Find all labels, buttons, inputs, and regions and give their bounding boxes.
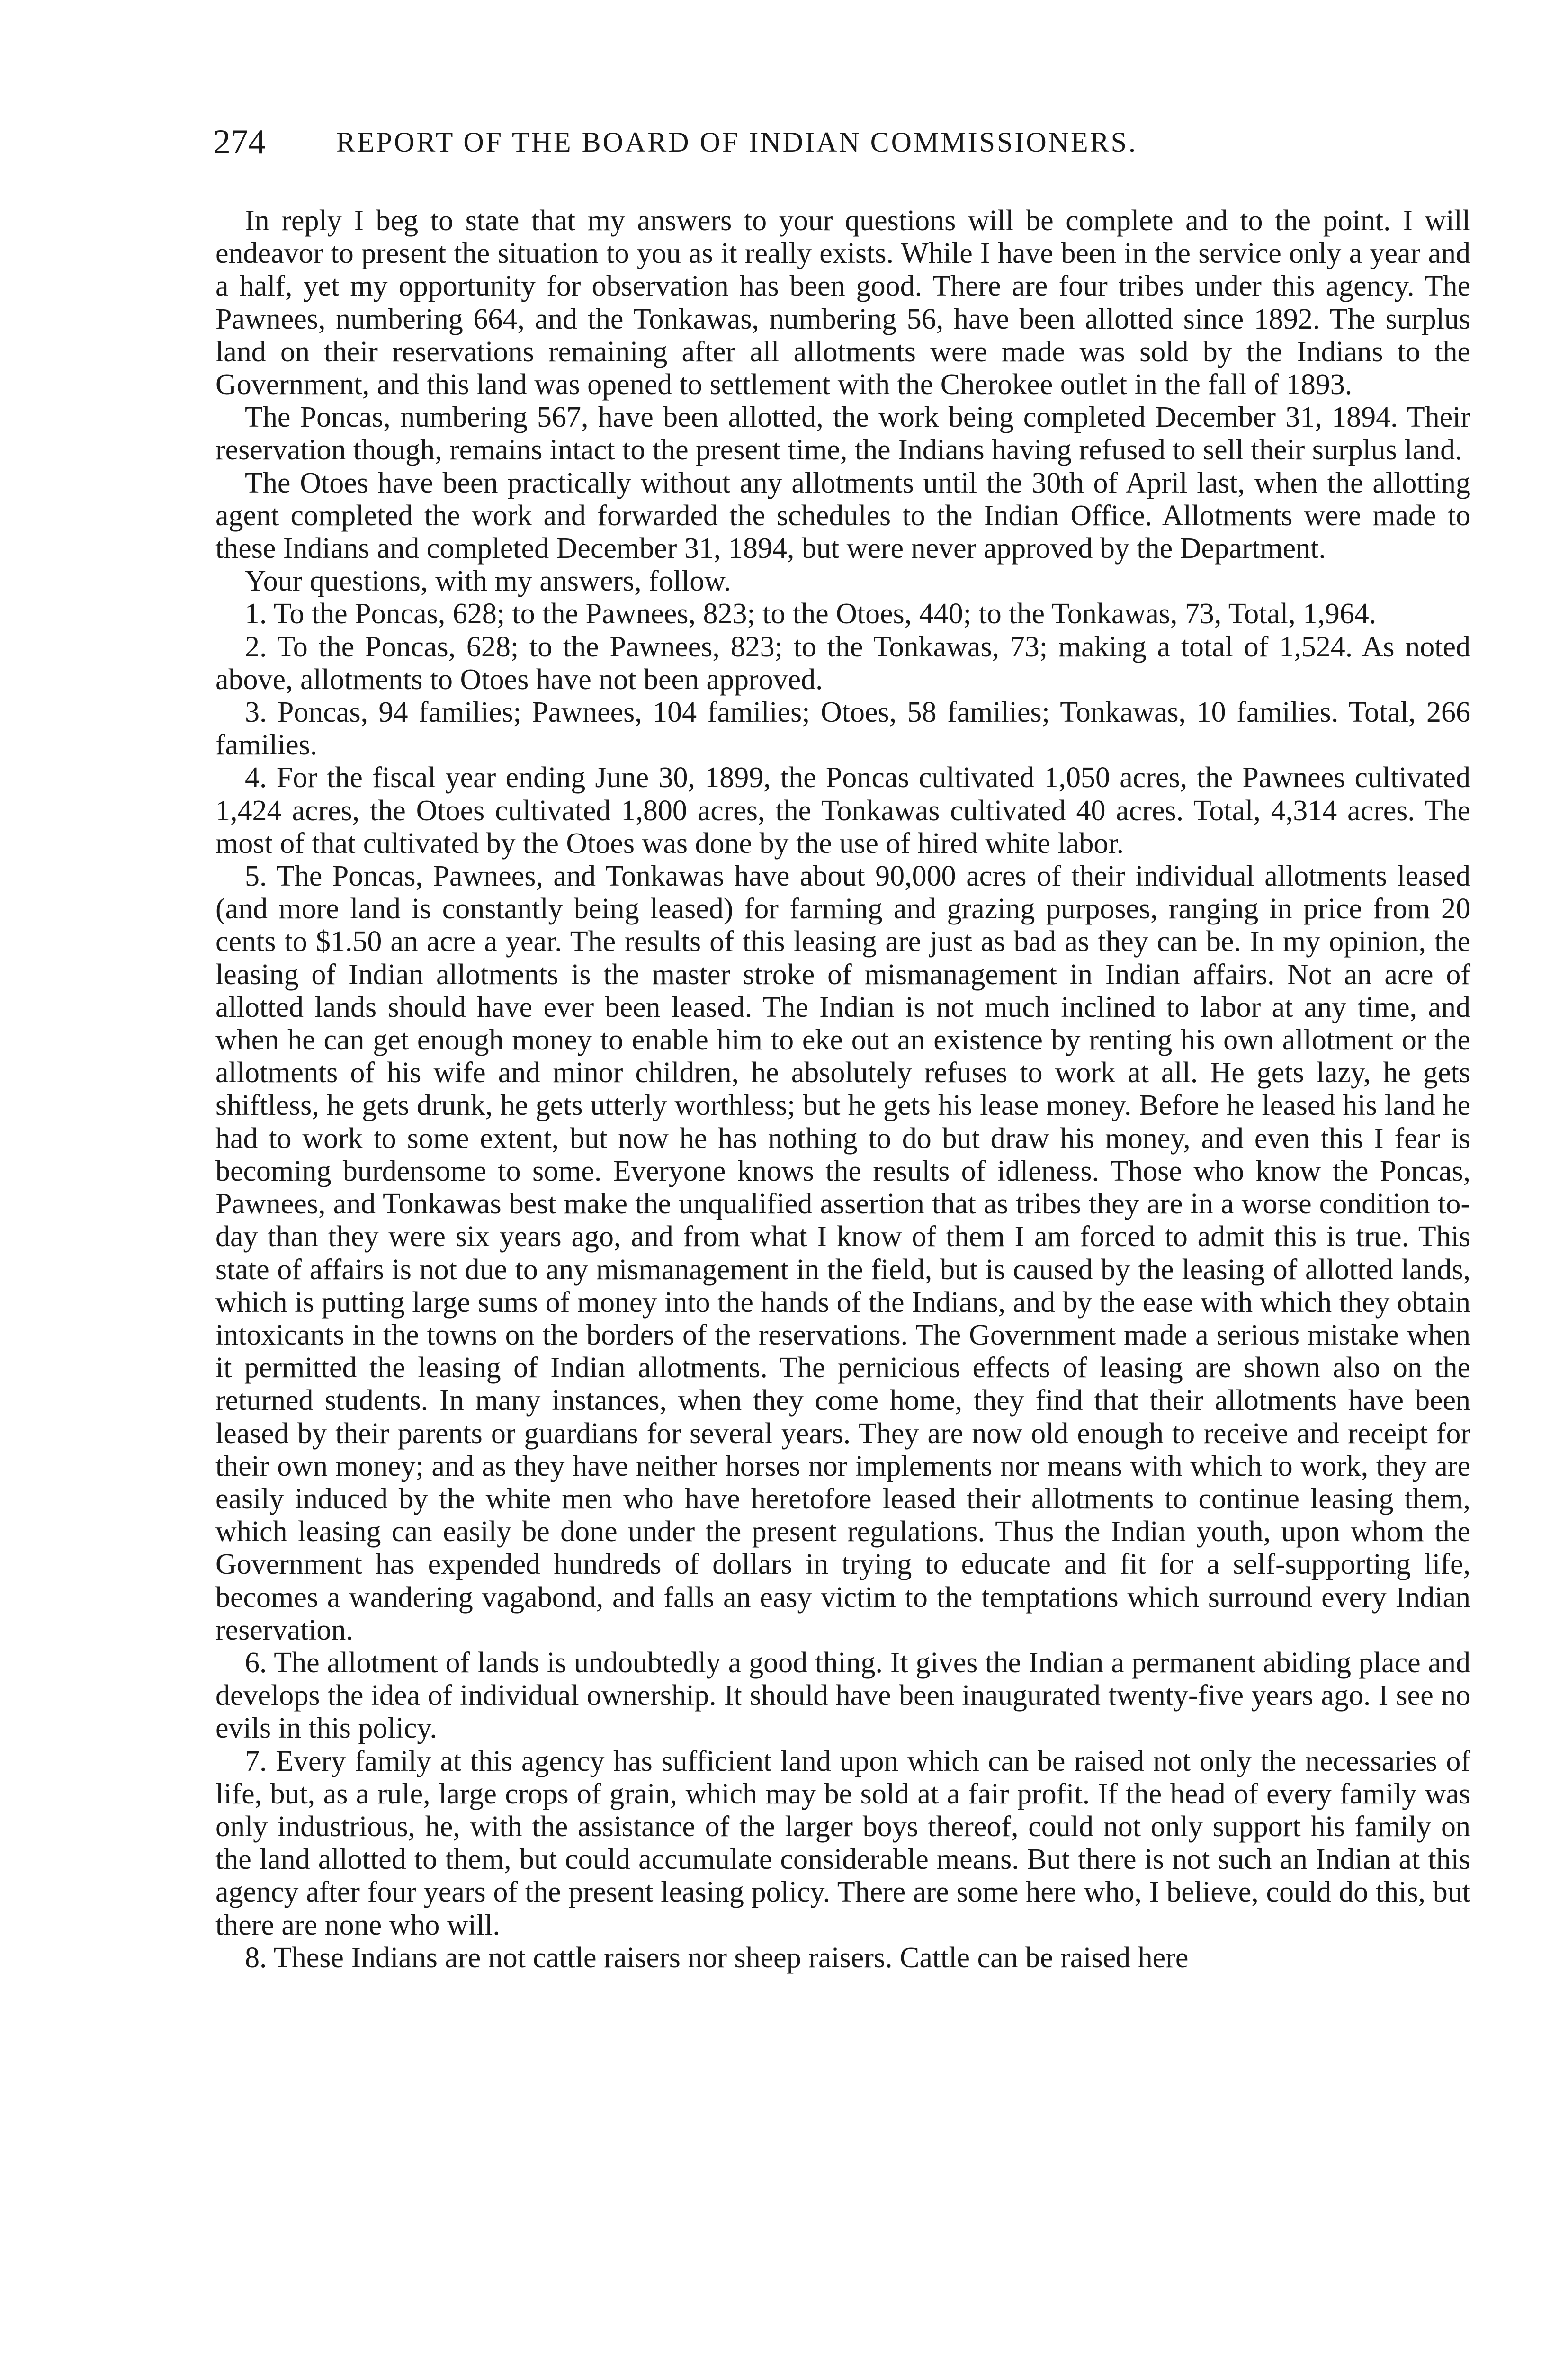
answer-4: 4. For the fiscal year ending June 30, 1899, the Poncas cultivated 1,050 acres, the Pawnees cultivated 1,424 acres, the Otoes cultivated 1,800 acres, the Tonkawas cultivated 40 acres. Total, 4,314 acres. The most of that cultivated by the Otoes was done by the use of hired white labor. [215,762,1470,860]
body-text [215,205,1470,1974]
answer-7: 7. Every family at this agency has sufficient land upon which can be raised not only the necessaries of life, but, as a rule, large crops of grain, which may be sold at a fair profit. If the head of every family was only industrious, he, with the assistance of the larger boys thereof, could not only support his family on the land allotted to them, but could accumulate considerable means. But there is not such an Indian at this agency after four years of the present leasing policy. There are some here who, I believe, could do this, but there are none who will. [215,1745,1470,1941]
page-header [213,121,1468,163]
paragraph-poncas: The Poncas, numbering 567, have been allotted, the work being completed December 31, 1894. Their reservation though, remains intact to the present time, the Indians having refused to sell their surplus land. [215,401,1470,466]
answer-3: 3. Poncas, 94 families; Pawnees, 104 families; Otoes, 58 families; Tonkawas, 10 families. Total, 266 families. [215,696,1470,762]
answer-1: 1. To the Poncas, 628; to the Pawnees, 823; to the Otoes, 440; to the Tonkawas, 73, Total, 1,964. [245,598,1377,630]
paragraph-questions-lead: Your questions, with my answers, follow. [245,565,731,598]
page-number: 274 [213,123,266,161]
paragraph-otoes: The Otoes have been practically without any allotments until the 30th of April last, when the allotting agent completed the work and forwarded the schedules to the Indian Office. Allotments were made to these Indians and completed December 31, 1894, but were never approved by the Department. [215,466,1470,565]
running-head: REPORT OF THE BOARD OF INDIAN COMMISSIONERS. [336,126,1138,158]
answer-5: 5. The Poncas, Pawnees, and Tonkawas have about 90,000 acres of their individual allotments leased (and more land is constantly being leased) for farming and grazing purposes, ranging in price from 20 cents to $1.50 an acre a year. The results of this leasing are just as bad as they can be. In my opinion, the leasing of Indian allotments is the master stroke of mismanagement in Indian affairs. Not an acre of allotted lands should have ever been leased. The Indian is not much inclined to labor at any time, and when he can get enough money to enable him to eke out an existence by renting his own allotment or the allotments of his wife and minor children, he absolutely refuses to work at all. He gets lazy, he gets shiftless, he gets drunk, he gets utterly worthless; but he gets his lease money. Before he leased his land he had to work to some extent, but now he has nothing to do but draw his money, and even this I fear is becoming burdensome to some. Everyone knows the results of idleness. Those who know the Poncas, Pawnees, and Tonkawas best make the unqualified assertion that as tribes they are in a worse condition to-day than they were six years ago, and from what I know of them I am forced to admit this is true. This state of affairs is not due to any mismanagement in the field, but is caused by the leasing of allotted lands, which is putting large sums of money into the hands of the Indians, and by the ease with which they obtain intoxicants in the towns on the borders of the reservations. The Government made a serious mistake when it permitted the leasing of Indian allotments. The pernicious effects of leasing are shown also on the returned students. In many instances, when they come home, they find that their allotments have been leased by their parents or guardians for several years. They are now old enough to receive and receipt for their own money; and as they have neither horses nor implements nor means with which to work, they are easily induced by the white men who have heretofore leased their allotments to continue leasing them, which leasing can easily be done under the present regulations. Thus the Indian youth, upon whom the Government has expended hundreds of dollars in trying to educate and fit for a self-supporting life, becomes a wandering vagabond, and falls an easy victim to the temptations which surround every Indian reservation. [215,860,1470,1646]
paragraph-intro: In reply I beg to state that my answers to your questions will be complete and to the point. I will endeavor to present the situation to you as it really exists. While I have been in the service only a year and a half, yet my opportunity for observation has been good. There are four tribes under this agency. The Pawnees, numbering 664, and the Tonkawas, numbering 56, have been allotted since 1892. The surplus land on their reservations remaining after all allotments were made was sold by the Indians to the Government, and this land was opened to settlement with the Cherokee outlet in the fall of 1893. [215,205,1470,401]
answer-2: 2. To the Poncas, 628; to the Pawnees, 823; to the Tonkawas, 73; making a total of 1,524. As noted above, allotments to Otoes have not been approved. [215,630,1470,696]
answer-6: 6. The allotment of lands is undoubtedly a good thing. It gives the Indian a permanent abiding place and develops the idea of individual ownership. It should have been inaugurated twenty-five years ago. I see no evils in this policy. [215,1646,1470,1745]
answer-8: 8. These Indians are not cattle raisers nor sheep raisers. Cattle can be raised here [245,1941,1189,1974]
